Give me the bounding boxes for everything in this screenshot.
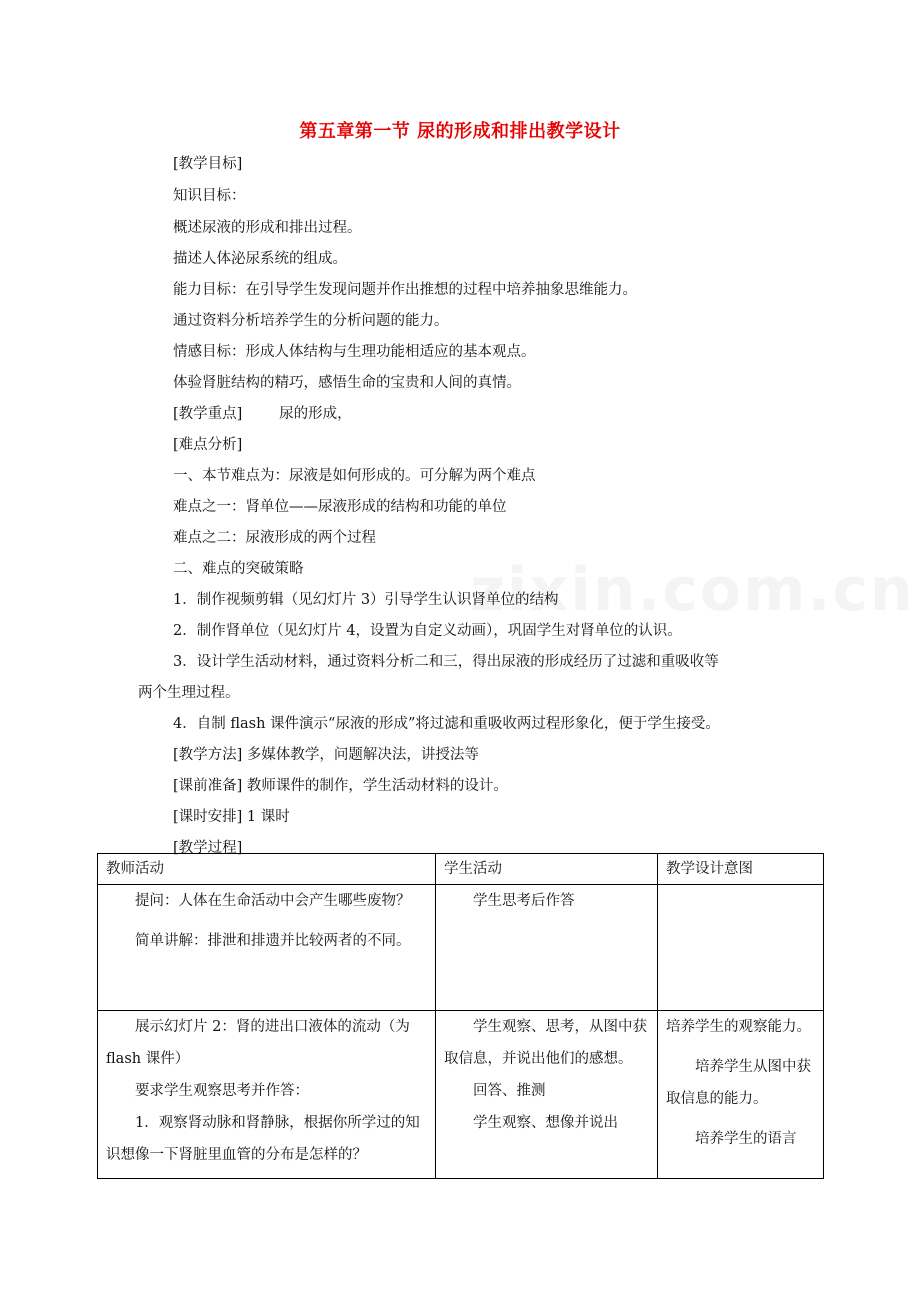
teacher-require: 要求学生观察思考并作答： [135, 1083, 309, 1099]
intent-info: 培养学生从图中获取信息的能力。 [666, 1059, 811, 1107]
header-design-intent: 教学设计意图 [658, 854, 824, 885]
section-difficulty-analysis: [难点分析] [173, 437, 243, 453]
emotion-goal-2: 体验肾脏结构的精巧，感悟生命的宝贵和人间的真情。 [173, 375, 521, 391]
cell-teacher-activity [98, 1011, 436, 1179]
difficulty-one: 难点之一：肾单位——尿液形成的结构和功能的单位 [173, 499, 507, 515]
ability-goal-2: 通过资料分析培养学生的分析问题的能力。 [173, 313, 449, 329]
teacher-explain: 简单讲解：排泄和排遗并比较两者的不同。 [135, 933, 411, 949]
cell-design-intent [658, 885, 824, 1011]
strategy-heading: 二、难点的突破策略 [173, 561, 304, 577]
strategy-item-1: 1．制作视频剪辑（见幻灯片 3）引导学生认识肾单位的结构 [173, 592, 559, 608]
section-teaching-method: [教学方法] 多媒体教学，问题解决法，讲授法等 [173, 747, 479, 763]
student-reply: 回答、推测 [473, 1083, 546, 1099]
cell-design-intent [658, 1011, 824, 1179]
knowledge-goal-1: 概述尿液的形成和排出过程。 [173, 220, 362, 236]
cell-teacher-activity [98, 885, 436, 1011]
table-row [98, 885, 824, 1011]
knowledge-goal-2: 描述人体泌尿系统的组成。 [173, 251, 347, 267]
section-teaching-process: [教学过程] [173, 840, 243, 856]
strategy-item-3-cont: 两个生理过程。 [138, 685, 240, 701]
section-preparation: [课前准备] 教师课件的制作，学生活动材料的设计。 [173, 778, 508, 794]
teaching-process-table [97, 853, 824, 1179]
difficulty-two: 难点之二：尿液形成的两个过程 [173, 530, 376, 546]
knowledge-goals-label: 知识目标： [173, 188, 246, 204]
emotion-goal-1: 情感目标：形成人体结构与生理功能相适应的基本观点。 [173, 344, 536, 360]
intent-language: 培养学生的语言 [695, 1131, 797, 1147]
teacher-question-1: 1．观察肾动脉和肾静脉，根据你所学过的知识想像一下肾脏里血管的分布是怎样的？ [106, 1115, 420, 1163]
table-row [98, 1011, 824, 1179]
teacher-show-slide: 展示幻灯片 2：肾的进出口液体的流动（为 flash 课件） [106, 1019, 410, 1067]
document-title: 第五章第一节 尿的形成和排出教学设计 [299, 121, 621, 142]
section-key-points: [教学重点] 尿的形成， [173, 406, 352, 422]
intent-observation: 培养学生的观察能力。 [666, 1019, 811, 1035]
teacher-question: 提问：人体在生命活动中会产生哪些废物？ [135, 893, 411, 909]
ability-goal-1: 能力目标：在引导学生发现问题并作出推想的过程中培养抽象思维能力。 [173, 282, 637, 298]
student-imagine: 学生观察、想像并说出 [473, 1115, 618, 1131]
header-teacher-activity: 教师活动 [98, 854, 436, 885]
cell-student-activity [436, 1011, 658, 1179]
strategy-item-2: 2．制作肾单位（见幻灯片 4，设置为自定义动画），巩固学生对肾单位的认识。 [173, 623, 682, 639]
student-observe: 学生观察、思考，从图中获取信息，并说出他们的感想。 [444, 1019, 647, 1067]
student-answer: 学生思考后作答 [473, 893, 575, 909]
strategy-item-4: 4．自制 flash 课件演示“尿液的形成”将过滤和重吸收两过程形象化，便于学生接受。 [173, 716, 720, 732]
strategy-item-3: 3．设计学生活动材料，通过资料分析二和三，得出尿液的形成经历了过滤和重吸收等 [173, 654, 719, 670]
table-header-row [98, 854, 824, 885]
section-class-hours: [课时安排] 1 课时 [173, 809, 290, 825]
cell-student-activity [436, 885, 658, 1011]
header-student-activity: 学生活动 [436, 854, 658, 885]
section-teaching-goals: [教学目标] [173, 156, 243, 172]
difficulty-intro: 一、本节难点为：尿液是如何形成的。可分解为两个难点 [173, 468, 536, 484]
